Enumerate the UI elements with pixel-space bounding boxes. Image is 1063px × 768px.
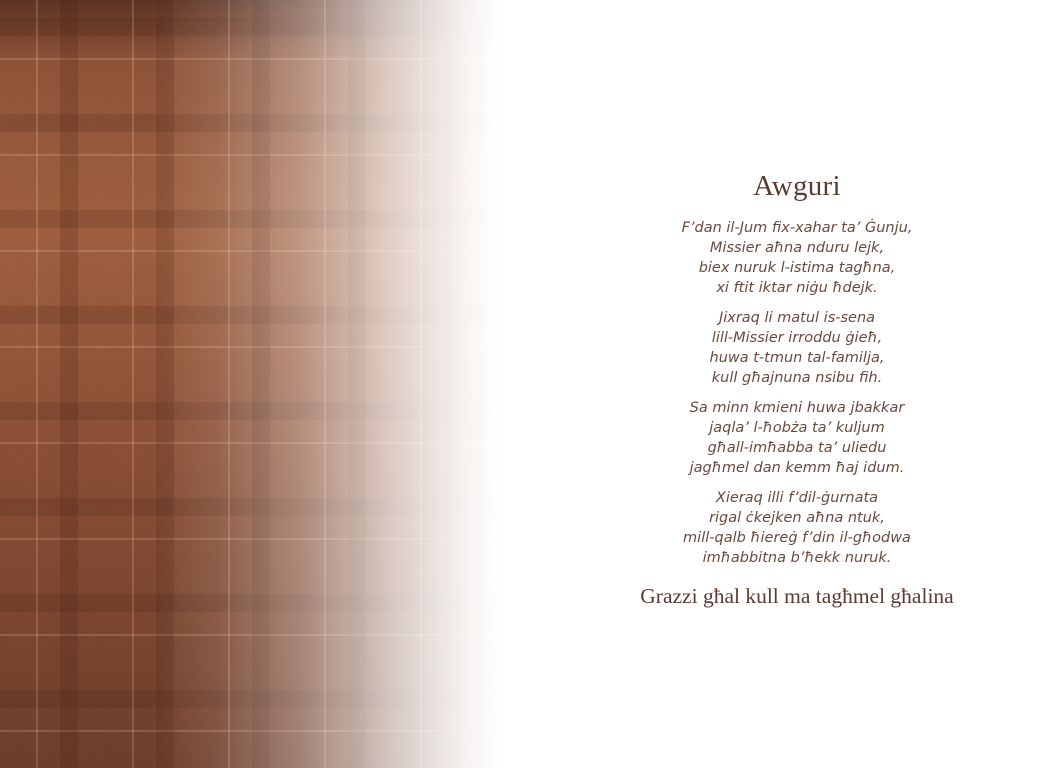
poem-line: mill-qalb ħiereġ f’din il-għodwa <box>683 530 911 546</box>
poem-line: huwa t-tmun tal-familja, <box>709 350 885 366</box>
poem-line: jaqla’ l-ħobża ta’ kuljum <box>709 420 885 436</box>
poem-line: imħabbitna b’ħekk nuruk. <box>702 550 892 566</box>
poem-line: kull għajnuna nsibu fih. <box>711 370 883 386</box>
poem-line: Jixraq li matul is-sena <box>718 310 876 326</box>
closing-line: Grazzi għal kull ma tagħmel għalina <box>640 584 954 608</box>
card-title: Awguri <box>753 170 841 202</box>
poem-line: xi ftit iktar niġu ħdejk. <box>716 280 878 296</box>
poem-line: biex nuruk l-istima tagħna, <box>698 260 896 276</box>
poem-line: Missier aħna nduru lejk, <box>709 240 885 256</box>
stanza-4 <box>597 488 997 568</box>
tartan-fade-overlay <box>0 0 520 768</box>
poem-line: għall-imħabba ta’ uliedu <box>707 440 887 456</box>
poem-line: rigal ċkejken aħna ntuk, <box>709 510 885 526</box>
poem-line: Xieraq illi f’dil-ġurnata <box>715 490 879 506</box>
poem-line: lill-Missier irroddu ġieħ, <box>711 330 883 346</box>
poem-column <box>597 168 997 610</box>
stanza-2 <box>597 308 997 388</box>
poem-line: Sa minn kmieni huwa jbakkar <box>689 400 905 416</box>
poem-line: F’dan il-Jum fix-xahar ta’ Ġunju, <box>681 220 913 236</box>
poem-line: jagħmel dan kemm ħaj idum. <box>689 460 905 476</box>
stanza-3 <box>597 398 997 478</box>
stanza-1 <box>597 218 997 298</box>
